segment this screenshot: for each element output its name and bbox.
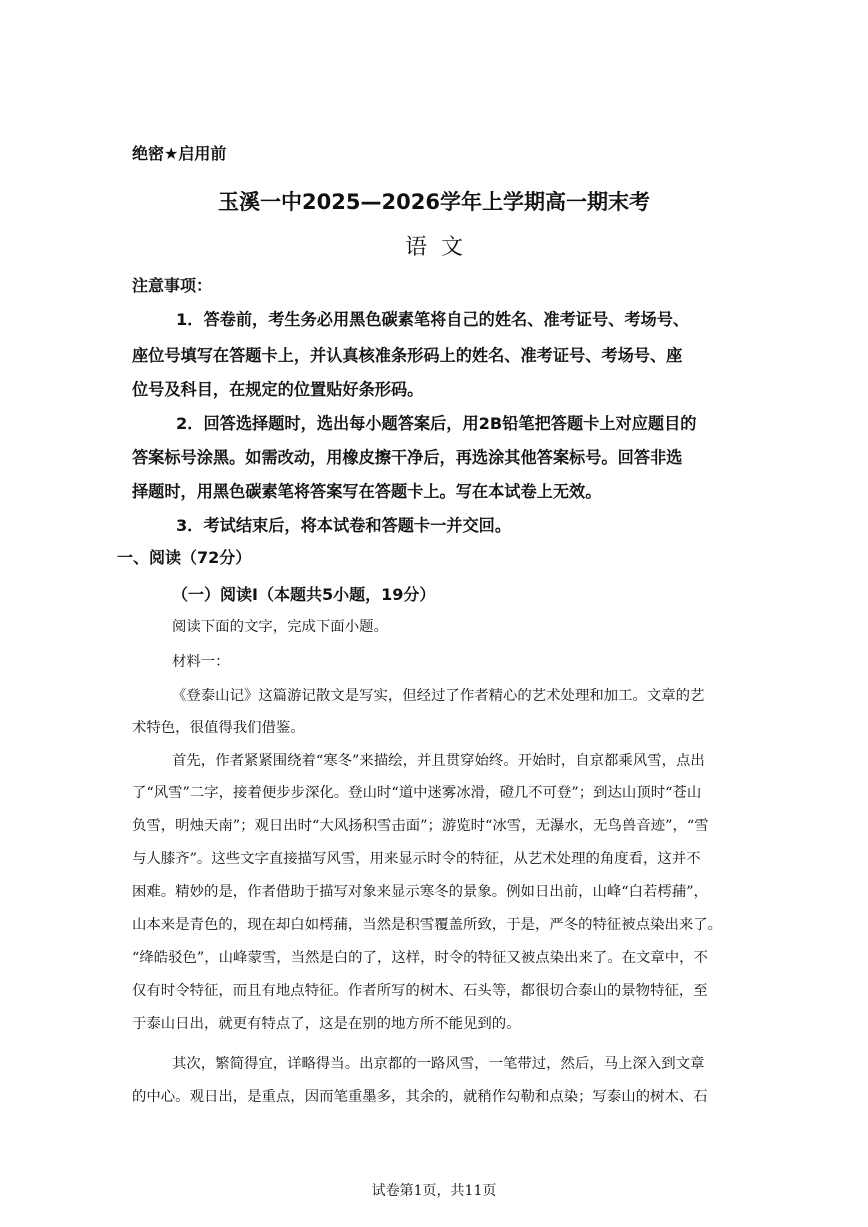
notes-line: 座位号填写在答题卡上，并认真核准条形码上的姓名、准考证号、考场号、座: [132, 346, 683, 365]
instruction-text: 阅读下面的文字，完成下面小题。: [172, 619, 388, 635]
subject-title: 语文: [404, 235, 477, 260]
notes-line: 答案标号涂黑。如需改动，用橡皮擦干净后，再选涂其他答案标号。回答非选: [132, 448, 683, 467]
body-line: 首先，作者紧紧围绕着“寒冬”来描绘，并且贯穿始终。开始时，自京都乘风雪，点出: [172, 753, 705, 769]
material-label: 材料一：: [172, 654, 230, 670]
body-line: 负雪，明烛天南”；观日出时“大风扬积雪击面”；游览时“冰雪，无瀑水，无鸟兽音迹”，“雪: [132, 818, 709, 834]
notes-line: 位号及科目，在规定的位置贴好条形码。: [132, 380, 424, 399]
body-line: 《登泰山记》这篇游记散文是写实，但经过了作者精心的艺术处理和加工。文章的艺: [172, 688, 705, 704]
notes-heading: 注意事项：: [132, 276, 213, 295]
page-footer: 试卷第1页，共11页: [371, 1183, 497, 1199]
body-line: “绛皓驳色”，山峰蒙雪，当然是白的了，这样，时令的特征又被点染出来了。在文章中，不: [132, 950, 708, 966]
body-line: 与人膝齐”。这些文字直接描写风雪，用来显示时令的特征，从艺术处理的角度看，这并不: [132, 851, 701, 867]
body-line: 于泰山日出，就更有特点了，这是在别的地方所不能见到的。: [132, 1016, 521, 1032]
body-line: 山本来是青色的，现在却白如樗蒱，当然是积雪覆盖所致，于是，严冬的特征被点染出来了。: [132, 917, 723, 933]
body-line: 的中心。观日出，是重点，因而笔重墨多，其余的，就稍作勾勒和点染；写泰山的树木、石: [132, 1089, 708, 1105]
body-line: 仅有时令特征，而且有地点特征。作者所写的树木、石头等，都很切合泰山的景物特征，至: [132, 983, 708, 999]
notes-line: 择题时，用黑色碳素笔将答案写在答题卡上。写在本试卷上无效。: [132, 482, 602, 501]
notes-line: 2．回答选择题时，选出每小题答案后，用2B铅笔把答题卡上对应题目的: [176, 414, 697, 433]
exam-title: 玉溪一中2025—2026学年上学期高一期末考: [218, 190, 650, 214]
body-line: 术特色，很值得我们借鉴。: [132, 720, 305, 736]
notes-line: 3．考试结束后，将本试卷和答题卡一并交回。: [176, 516, 512, 535]
section-heading: 一、阅读（72分）: [117, 548, 252, 567]
body-line: 了“风雪”二字，接着便步步深化。登山时“道中迷雾冰滑，磴几不可登”；到达山顶时“苍山: [132, 785, 702, 801]
body-line: 困难。精妙的是，作者借助于描写对象来显示寒冬的景象。例如日出前，山峰“白若樗蒱”，: [132, 884, 708, 900]
confidential-label: 绝密★启用前: [132, 144, 227, 163]
subsection-heading: （一）阅读I（本题共5小题，19分）: [172, 585, 436, 604]
body-line: 其次，繁简得宜，详略得当。出京都的一路风雪，一笔带过，然后，马上深入到文章: [172, 1056, 705, 1072]
notes-line: 1．答卷前，考生务必用黑色碳素笔将自己的姓名、准考证号、考场号、: [176, 310, 690, 329]
